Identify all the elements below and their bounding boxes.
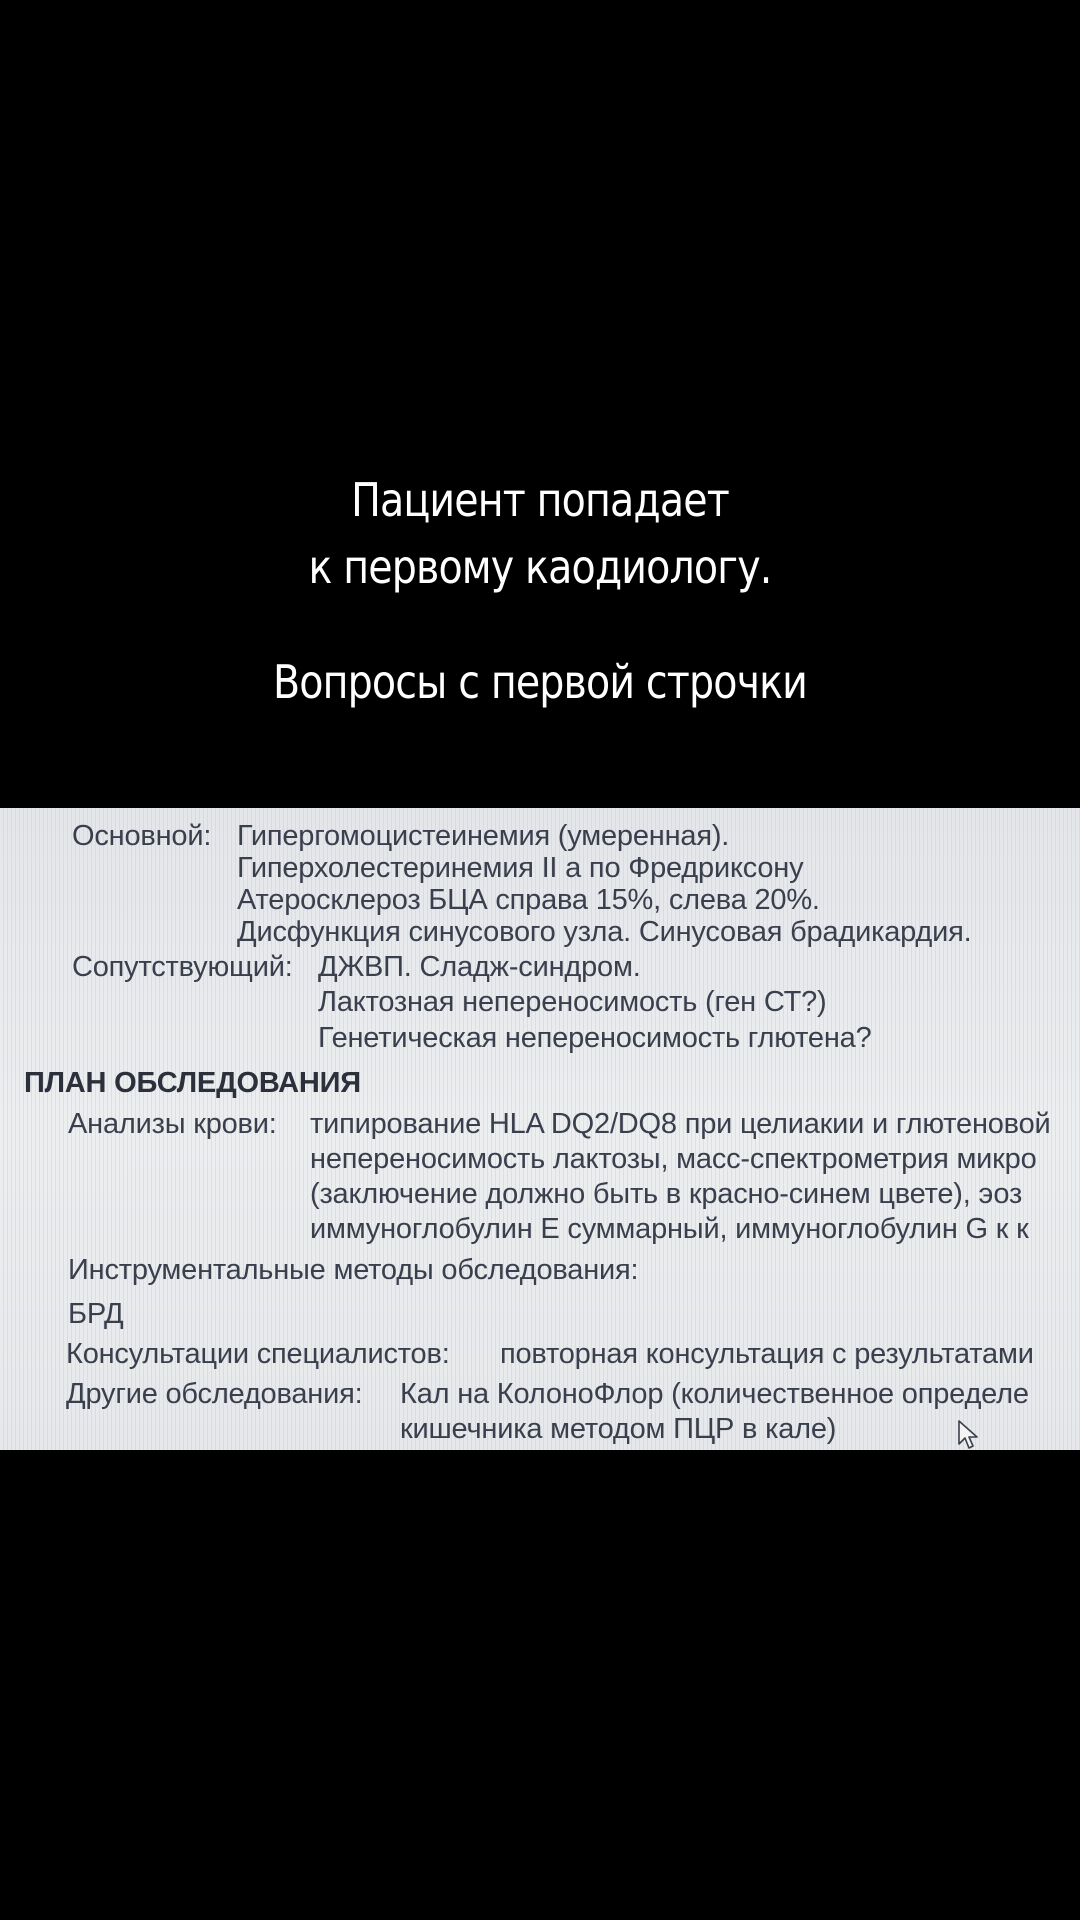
concomitant-item: Генетическая непереносимость глютена?: [318, 1022, 872, 1054]
main-diagnosis-item: Атеросклероз БЦА справа 15%, слева 20%.: [237, 884, 820, 916]
other-exams-line: кишечника методом ПЦР в кале): [400, 1413, 837, 1445]
caption-line-1: Пациент попадает: [351, 473, 729, 527]
consultations-text: повторная консультация с результатами: [500, 1338, 1034, 1370]
consultations-label: Консультации специалистов:: [66, 1338, 450, 1370]
other-exams-label: Другие обследования:: [66, 1378, 363, 1410]
caption-line-2: к первому каодиологу.: [308, 540, 772, 594]
blood-tests-line: типирование HLA DQ2/DQ8 при целиакии и глютеновой: [310, 1108, 1051, 1140]
concomitant-item: Лактозная непереносимость (ген СТ?): [318, 986, 827, 1018]
main-diagnosis-label: Основной:: [72, 820, 212, 852]
caption-line-3: Вопросы с первой строчки: [273, 655, 807, 709]
concomitant-label: Сопутствующий:: [72, 951, 293, 983]
document-photo: [0, 808, 1080, 1450]
blood-tests-label: Анализы крови:: [68, 1108, 277, 1140]
main-diagnosis-item: Гипергомоцистеинемия (умеренная).: [237, 820, 730, 852]
other-exams-line: Кал на КолоноФлор (количественное определе: [400, 1378, 1029, 1410]
mouse-pointer-icon: [957, 1420, 979, 1450]
concomitant-item: ДЖВП. Сладж-синдром.: [318, 951, 641, 983]
blood-tests-line: (заключение должно быть в красно-синем цвете), эоз: [310, 1178, 1023, 1210]
instrumental-methods: Инструментальные методы обследования:: [68, 1254, 639, 1286]
blood-tests-line: непереносимость лактозы, масс-спектрометрия микро: [310, 1143, 1037, 1175]
plan-heading: ПЛАН ОБСЛЕДОВАНИЯ: [24, 1067, 361, 1099]
main-diagnosis-item: Гиперхолестеринемия II а по Фредриксону: [237, 852, 804, 884]
main-diagnosis-item: Дисфункция синусового узла. Синусовая брадикардия.: [237, 916, 972, 948]
blood-tests-line: иммуноглобулин Е суммарный, иммуноглобулин G к к: [310, 1213, 1029, 1245]
brd-line: БРД: [68, 1298, 124, 1330]
